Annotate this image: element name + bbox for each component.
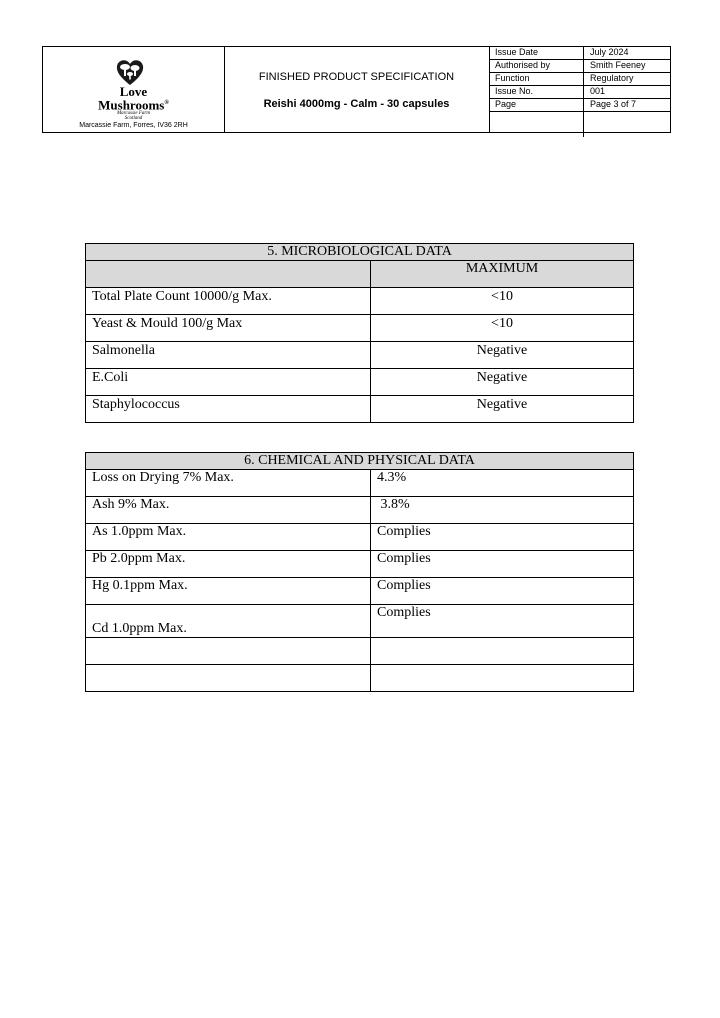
logo-wordmark-line1: Love (119, 84, 148, 99)
table-row (86, 342, 634, 369)
row-value: 4.3% (371, 470, 634, 497)
row-value: Negative (371, 396, 634, 423)
table-row (86, 497, 634, 524)
section-title: 5. MICROBIOLOGICAL DATA (86, 244, 634, 261)
row-value: <10 (371, 288, 634, 315)
meta-row-issue-no: Issue No. 001 (489, 86, 671, 99)
row-label: Salmonella (86, 342, 371, 369)
table-row (86, 315, 634, 342)
meta-row-issue-date: Issue Date July 2024 (489, 47, 671, 60)
mushroom-heart-icon (115, 58, 145, 86)
table-row (86, 551, 634, 578)
row-label: Ash 9% Max. (86, 497, 371, 524)
section-title: 6. CHEMICAL AND PHYSICAL DATA (86, 453, 634, 470)
document-header (42, 46, 671, 133)
table-row-empty (86, 665, 634, 692)
row-value: Complies (371, 551, 634, 578)
table-row (86, 288, 634, 315)
row-value: Negative (371, 342, 634, 369)
row-label: Staphylococcus (86, 396, 371, 423)
document-title: FINISHED PRODUCT SPECIFICATION (258, 71, 455, 83)
chemical-physical-data-table (85, 452, 634, 692)
product-name: Reishi 4000mg - Calm - 30 capsules (263, 98, 450, 110)
row-label: Hg 0.1ppm Max. (86, 578, 371, 605)
row-value: Complies (371, 605, 634, 638)
meta-row-page: Page Page 3 of 7 (489, 99, 671, 112)
row-label: E.Coli (86, 369, 371, 396)
row-label: Yeast & Mould 100/g Max (86, 315, 371, 342)
meta-row-blank (489, 112, 671, 138)
row-value: <10 (371, 315, 634, 342)
table-row-empty (86, 638, 634, 665)
row-value (371, 638, 634, 665)
document-meta-table (489, 47, 671, 137)
company-address: Marcassie Farm, Forres, IV36 2RH (79, 122, 188, 129)
meta-row-function: Function Regulatory (489, 73, 671, 86)
row-label: Cd 1.0ppm Max. (86, 605, 371, 638)
row-label: Loss on Drying 7% Max. (86, 470, 371, 497)
logo-tagline-country: Scotland (124, 116, 143, 121)
table-row (86, 396, 634, 423)
table-title-row (86, 244, 634, 261)
logo-tagline-farm: Marcassie Farm (116, 111, 150, 116)
table-row (86, 605, 634, 638)
table-row (86, 524, 634, 551)
table-row (86, 578, 634, 605)
row-value: Negative (371, 369, 634, 396)
header-title-cell (224, 47, 490, 132)
row-label: As 1.0ppm Max. (86, 524, 371, 551)
column-header-maximum: MAXIMUM (371, 261, 634, 288)
meta-row-authorised-by: Authorised by Smith Feeney (489, 60, 671, 73)
row-value (371, 665, 634, 692)
company-logo-cell (43, 47, 225, 132)
row-label: Pb 2.0ppm Max. (86, 551, 371, 578)
table-title-row (86, 453, 634, 470)
row-label: Total Plate Count 10000/g Max. (86, 288, 371, 315)
row-label (86, 638, 371, 665)
row-value: Complies (371, 578, 634, 605)
table-row (86, 470, 634, 497)
row-value: 3.8% (371, 497, 634, 524)
microbiological-data-table (85, 243, 634, 423)
column-header-row (86, 261, 634, 288)
table-row (86, 369, 634, 396)
row-label (86, 665, 371, 692)
logo-wordmark-line2: Mushrooms® (98, 97, 169, 113)
row-value: Complies (371, 524, 634, 551)
